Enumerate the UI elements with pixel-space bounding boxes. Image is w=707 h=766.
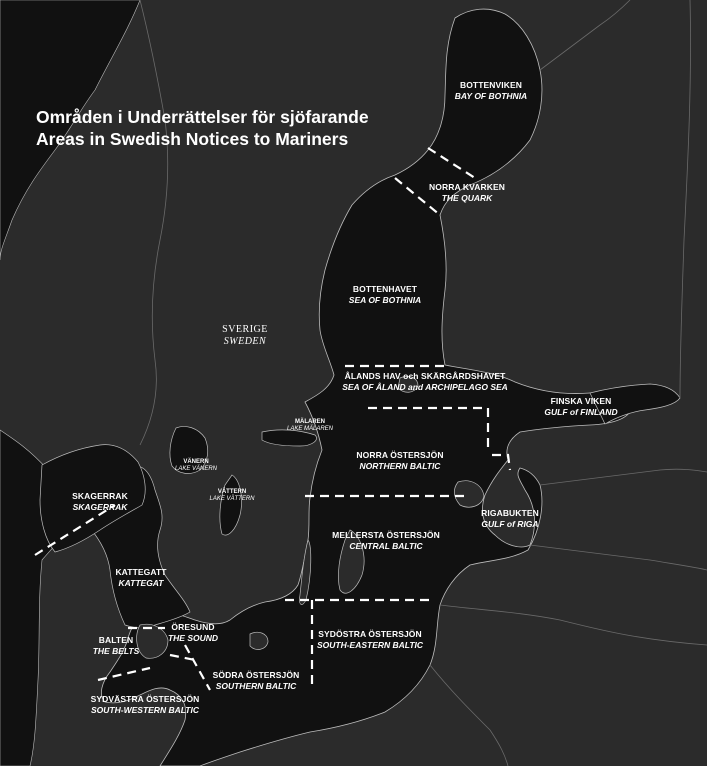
country-label-en: SWEDEN [223, 336, 267, 347]
area-label-en: SOUTH-WESTERN BALTIC [91, 705, 199, 715]
lake-label-vattern [209, 489, 254, 503]
area-label-sv: KATTEGATT [115, 567, 167, 577]
area-label-mellersta-ostersjon[interactable] [332, 530, 440, 552]
area-label-en: THE SOUND [167, 633, 219, 643]
area-label-sydvastra-ostersjon[interactable] [91, 694, 200, 716]
area-label-bottenviken[interactable] [455, 80, 527, 102]
area-label-sv: SYDÖSTRA ÖSTERSJÖN [318, 629, 422, 639]
lake-label-sv: MÄLAREN [295, 419, 325, 425]
area-label-sv: NORRA ÖSTERSJÖN [356, 450, 444, 460]
area-label-rigabukten[interactable] [481, 508, 539, 530]
area-label-sv: BALTEN [98, 635, 134, 645]
lake-label-en: LAKE MÄLAREN [286, 426, 334, 432]
area-label-en: GULF of FINLAND [544, 407, 618, 417]
map-title [36, 106, 369, 150]
area-label-sv: BOTTENVIKEN [459, 80, 523, 90]
area-label-en: THE QUARK [441, 193, 493, 203]
area-label-en: BAY OF BOTHNIA [454, 91, 528, 101]
area-label-sydostra-ostersjon[interactable] [317, 629, 423, 651]
lake-label-vanern [175, 459, 217, 473]
area-label-bottenhavet[interactable] [349, 284, 421, 306]
area-label-en: SOUTH-EASTERN BALTIC [316, 640, 424, 650]
area-label-sv: SKAGERRAK [72, 491, 128, 501]
lake-label-sv: VÄNERN [183, 459, 209, 465]
lake-label-sv: VÄTTERN [217, 489, 247, 495]
area-label-en: SKAGERRAK [72, 502, 128, 512]
area-label-en: CENTRAL BALTIC [349, 541, 423, 551]
area-label-sv: SÖDRA ÖSTERSJÖN [212, 670, 300, 680]
lake-label-en: LAKE VÄTTERN [209, 496, 255, 502]
lake-label-malaren [287, 419, 333, 433]
area-label-sodra-ostersjon[interactable] [213, 670, 300, 692]
country-label-sweden [222, 324, 268, 348]
lake-label-en: LAKE VÄNERN [174, 466, 218, 472]
map-title-english: Areas in Swedish Notices to Mariners [36, 129, 349, 149]
country-label-sv: SVERIGE [222, 324, 268, 335]
area-label-finska-viken[interactable] [544, 396, 617, 418]
area-label-sv: ÖRESUND [171, 622, 215, 632]
area-label-alands-hav[interactable] [342, 371, 508, 393]
area-label-sv: NORRA KVARKEN [429, 182, 505, 192]
area-label-sv: RIGABUKTEN [481, 508, 539, 518]
area-label-oresund[interactable] [168, 622, 218, 644]
area-label-en: SEA OF BOTHNIA [348, 295, 422, 305]
map-title-swedish: Områden i Underrättelser för sjöfarande [36, 107, 369, 127]
area-label-en: SOUTHERN BALTIC [215, 681, 297, 691]
area-label-balten[interactable] [93, 635, 140, 657]
area-label-en: KATTEGAT [118, 578, 164, 588]
area-label-en: GULF of RIGA [481, 519, 539, 529]
area-label-sv: FINSKA VIKEN [550, 396, 612, 406]
area-label-skagerrak[interactable] [72, 491, 128, 513]
area-label-sv: BOTTENHAVET [352, 284, 418, 294]
area-label-norra-kvarken[interactable] [429, 182, 505, 204]
area-label-en: THE BELTS [92, 646, 140, 656]
bornholm-island [250, 632, 268, 649]
area-label-en: NORTHERN BALTIC [359, 461, 441, 471]
area-label-kattegatt[interactable] [115, 567, 166, 589]
area-label-sv: SYDVÄSTRA ÖSTERSJÖN [90, 694, 200, 704]
area-label-sv: ÅLANDS HAV och SKÄRGÅRDSHAVET [344, 371, 506, 381]
area-label-norra-ostersjon[interactable] [356, 450, 443, 472]
area-label-sv: MELLERSTA ÖSTERSJÖN [332, 530, 440, 540]
area-label-en: SEA OF ÅLAND and ARCHIPELAGO SEA [342, 382, 508, 392]
